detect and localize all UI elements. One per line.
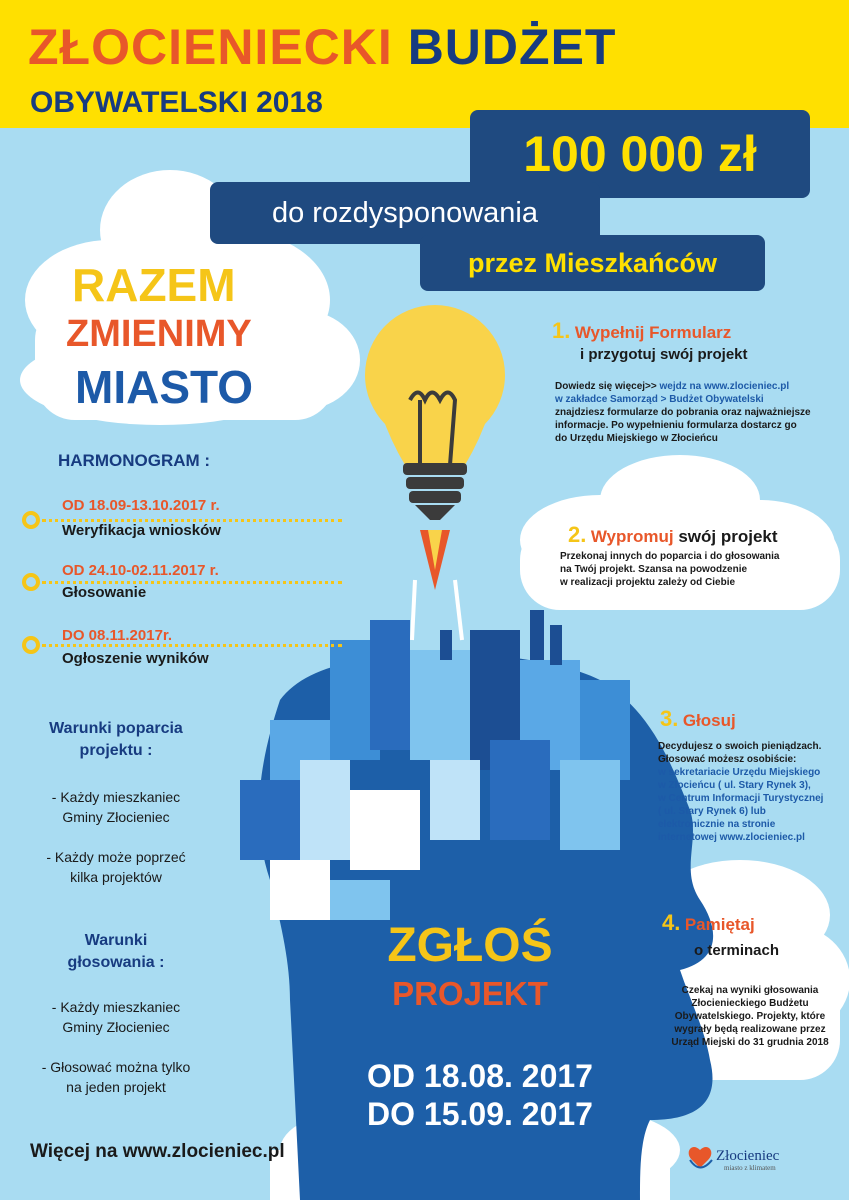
support-condition-2: - Każdy może poprzeć kilka projektów	[46, 849, 186, 885]
step-2-number: 2.	[568, 522, 587, 547]
step-4-subtitle: o terminach	[694, 942, 780, 959]
voting-condition-2: - Głosować można tylko na jeden projekt	[41, 1059, 191, 1095]
step-1-number: 1.	[552, 318, 571, 343]
timeline-divider-3	[42, 644, 342, 647]
schedule-date-2: OD 24.10-02.11.2017 r.	[62, 562, 219, 579]
slogan-line-3: MIASTO	[75, 361, 254, 413]
step-3-text: Decydujesz o swoich pieniądzach. Głosować możesz osobiście: w sekretariacie Urzędu Miejskiego w Złocieńcu ( ul. Stary Rynek 3), w Centrum Informacji Turystycznej ( ul. Stary Rynek 6) lub elektronicznie na stronie internetowej www.zlocieniec.pl	[658, 741, 824, 843]
slogan-line-2: ZMIENIMY	[66, 313, 252, 355]
cta-line-2: PROJEKT	[392, 975, 548, 1012]
slogan-line-1: RAZEM	[72, 259, 236, 311]
page-subtitle: OBYWATELSKI 2018	[30, 86, 323, 119]
timeline-dot-2	[22, 573, 40, 591]
lightbulb-icon	[365, 305, 505, 640]
residents-box	[420, 235, 765, 291]
title-part-2: BUDŻET	[407, 19, 617, 75]
title-part-1: ZŁOCIENIECKI	[28, 19, 393, 75]
step-3-heading	[660, 706, 736, 732]
step-2-heading	[568, 522, 778, 548]
schedule-date-3: DO 08.11.2017r.	[62, 627, 173, 644]
residents-text: przez Mieszkańców	[467, 248, 718, 278]
schedule-date-1: OD 18.09-13.10.2017 r.	[62, 497, 220, 514]
voting-conditions-title: Warunki głosowania :	[67, 932, 165, 971]
cta-date-to: DO 15.09. 2017	[367, 1096, 593, 1132]
timeline-dot-3	[22, 636, 40, 654]
cta-date-from: OD 18.08. 2017	[367, 1058, 593, 1094]
step-2-title-rest: swój projekt	[673, 527, 778, 546]
step-1-text: Dowiedz się więcej>> wejdz na www.zlocieniec.pl w zakładce Samorząd > Budżet Obywatelski znajdziesz formularze do pobrania oraz najważniejsze informacje. Po wypełnieniu formularza dostarcz go do Urzędu Miejskiego w Złocieńcu	[555, 381, 811, 444]
step-2-text: Przekonaj innych do poparcia i do głosowania na Twój projekt. Szansa na powodzenie w realizacji projektu zależy od Ciebie	[560, 551, 780, 588]
voting-condition-1: - Każdy mieszkaniec Gminy Złocieniec	[51, 999, 181, 1035]
more-info-link[interactable]: Więcej na www.zlocieniec.pl	[30, 1141, 285, 1162]
step-4-number: 4.	[662, 910, 681, 935]
step-1-heading	[552, 318, 731, 344]
support-conditions-title: Warunki poparcia projektu :	[49, 720, 183, 759]
timeline-dot-1	[22, 511, 40, 529]
step-4-heading	[662, 910, 755, 936]
support-condition-1: - Każdy mieszkaniec Gminy Złocieniec	[51, 789, 181, 825]
logo-heart-icon	[689, 1147, 712, 1168]
step-1-title: Wypełnij Formularz	[574, 323, 732, 342]
city-logo-tagline: miasto z klimatem	[724, 1164, 776, 1172]
step-1-link[interactable]: wejdz na www.zlocieniec.pl	[659, 381, 790, 392]
city-logo-name: Złocieniec	[716, 1148, 780, 1164]
distribution-text: do rozdysponowania	[271, 197, 538, 229]
step-4-title: Pamiętaj	[684, 915, 755, 934]
schedule-title: HARMONOGRAM :	[58, 451, 211, 470]
schedule-label-1: Weryfikacja wniosków	[62, 522, 221, 539]
step-4-text: Czekaj na wyniki głosowania Złocienieckiego Budżetu Obywatelskiego. Projekty, które wygrały będą realizowane przez Urząd Miejski do 31 grudnia 2018	[671, 985, 829, 1048]
step-3-title: Głosuj	[682, 711, 736, 730]
schedule-label-2: Głosowanie	[62, 584, 147, 601]
step-3-number: 3.	[660, 706, 679, 731]
amount-value: 100 000 zł	[523, 126, 757, 182]
page-title	[28, 18, 616, 76]
step-2-title: Wypromuj	[590, 527, 674, 546]
schedule-label-3: Ogłoszenie wyników	[62, 650, 209, 667]
step-1-subtitle: i przygotuj swój projekt	[580, 346, 748, 363]
cta-line-1: ZGŁOŚ	[387, 919, 553, 972]
